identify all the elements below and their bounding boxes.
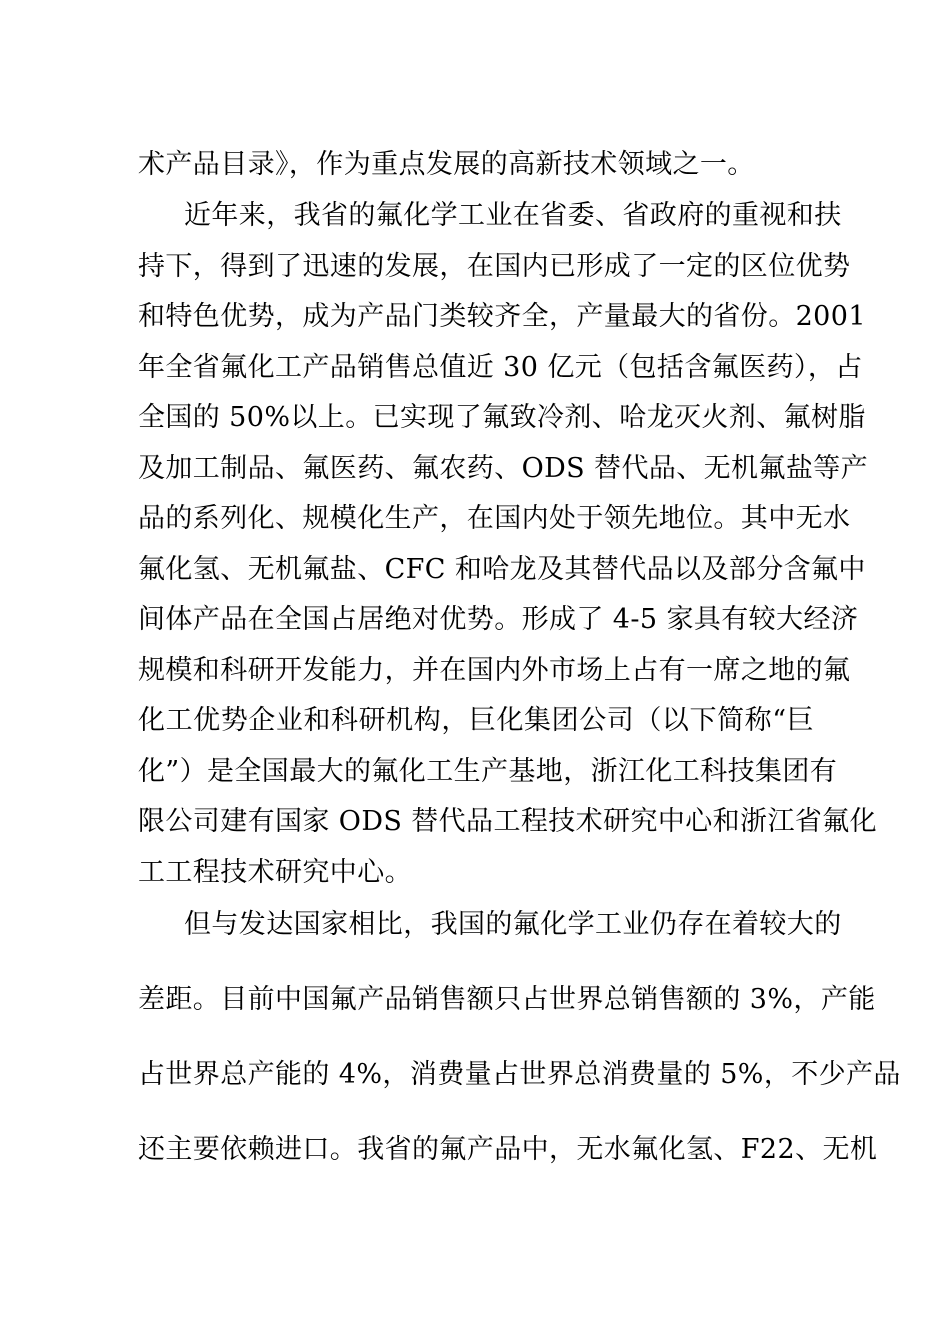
paragraph-line: 及加工制品、氟医药、氟农药、ODS 替代品、无机氟盐等产 [138,453,869,484]
paragraph-line: 工工程技术研究中心。 [138,857,412,888]
paragraph-line: 术产品目录》，作为重点发展的高新技术领域之一。 [138,149,755,180]
paragraph-line: 还主要依赖进口。我省的氟产品中，无水氟化氢、F22、无机 [138,1134,878,1165]
paragraph-line: 近年来，我省的氟化学工业在省委、省政府的重视和扶 [184,200,842,231]
paragraph-line: 占世界总产能的 4%，消费量占世界总消费量的 5%，不少产品 [138,1059,901,1090]
paragraph-line: 限公司建有国家 ODS 替代品工程技术研究中心和浙江省氟化 [138,806,878,837]
paragraph-line: 但与发达国家相比，我国的氟化学工业仍存在着较大的 [184,909,842,940]
paragraph-line: 年全省氟化工产品销售总值近 30 亿元（包括含氟医药），占 [138,352,863,383]
paragraph-line: 品的系列化、规模化生产，在国内处于领先地位。其中无水 [138,503,851,534]
paragraph-line: 间体产品在全国占居绝对优势。形成了 4-5 家具有较大经济 [138,604,859,635]
paragraph-line: 化”）是全国最大的氟化工生产基地，浙江化工科技集团有 [138,756,838,787]
paragraph-line: 差距。目前中国氟产品销售额只占世界总销售额的 3%，产能 [138,984,876,1015]
paragraph-line: 持下，得到了迅速的发展，在国内已形成了一定的区位优势 [138,251,851,282]
paragraph-line: 和特色优势，成为产品门类较齐全，产量最大的省份。2001 [138,301,866,332]
paragraph-line: 化工优势企业和科研机构，巨化集团公司（以下简称“巨 [138,705,814,736]
paragraph-line: 规模和科研开发能力，并在国内外市场上占有一席之地的氟 [138,655,851,686]
paragraph-line: 氟化氢、无机氟盐、CFC 和哈龙及其替代品以及部分含氟中 [138,554,866,585]
paragraph-line: 全国的 50%以上。已实现了氟致冷剂、哈龙灭火剂、氟树脂 [138,402,866,433]
